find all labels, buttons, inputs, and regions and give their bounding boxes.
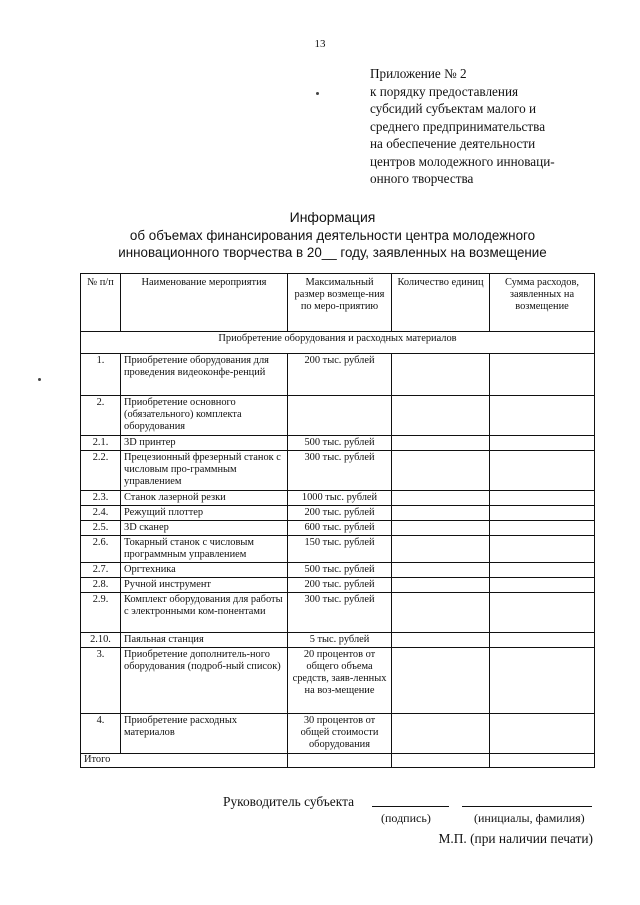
row-number: 2.7. [81,563,121,578]
header-quantity: Количество единиц [392,274,490,332]
row-quantity [392,354,490,396]
row-number: 4. [81,714,121,754]
title-line: инновационного творчества в 20__ году, заявленных на возмещение [118,245,547,260]
row-max-amount: 300 тыс. рублей [288,451,392,491]
table-row [81,506,595,521]
row-claimed-sum [490,521,595,536]
row-claimed-sum [490,536,595,563]
title-heading: Информация [289,209,376,225]
financing-table [80,273,595,768]
row-number: 2.6. [81,536,121,563]
row-max-amount: 200 тыс. рублей [288,578,392,593]
table-row [81,714,595,754]
row-quantity [392,648,490,714]
annex-line: Приложение № 2 [370,66,467,81]
row-number: 2. [81,396,121,436]
table-row [81,633,595,648]
table-row [81,396,595,436]
page-number: 13 [314,38,326,50]
row-number: 2.3. [81,491,121,506]
row-max-amount: 600 тыс. рублей [288,521,392,536]
table-row [81,578,595,593]
row-number: 2.10. [81,633,121,648]
row-number: 2.2. [81,451,121,491]
row-claimed-sum [490,451,595,491]
row-max-amount: 5 тыс. рублей [288,633,392,648]
table-row [81,648,595,714]
header-max-amount: Максимальный размер возмеще-ния по меро-приятию [288,274,392,332]
table-row [81,563,595,578]
total-cell [288,754,392,768]
row-quantity [392,396,490,436]
row-claimed-sum [490,578,595,593]
row-max-amount: 500 тыс. рублей [288,563,392,578]
title-line: об объемах финансирования деятельности центра молодежного [129,227,536,243]
total-label: Итого [81,754,288,768]
row-name: Приобретение оборудования для проведения видеоконфе-ренций [121,354,288,396]
row-quantity [392,578,490,593]
row-quantity [392,436,490,451]
row-number: 2.8. [81,578,121,593]
row-name: Токарный станок с числовым программным управлением [121,536,288,563]
total-cell [490,754,595,768]
row-quantity [392,593,490,633]
table-row [81,436,595,451]
table-row [81,491,595,506]
annex-line: онного творчества [370,171,474,186]
row-name: 3D принтер [121,436,288,451]
scan-speck [38,378,41,381]
row-name: Оргтехника [121,563,288,578]
section-row [81,332,595,354]
table-row [81,536,595,563]
row-quantity [392,536,490,563]
row-claimed-sum [490,563,595,578]
row-max-amount: 20 процентов от общего объема средств, заяв-ленных на воз-мещение [288,648,392,714]
row-claimed-sum [490,354,595,396]
row-number: 2.9. [81,593,121,633]
row-name: Приобретение основного (обязательного) комплекта оборудования [121,396,288,436]
row-claimed-sum [490,491,595,506]
row-name: Паяльная станция [121,633,288,648]
row-claimed-sum [490,396,595,436]
row-max-amount: 30 процентов от общей стоимости оборудования [288,714,392,754]
row-number: 2.4. [81,506,121,521]
table-row [81,521,595,536]
name-line [462,806,592,807]
section-title: Приобретение оборудования и расходных материалов [81,332,595,354]
name-caption: (инициалы, фамилия) [474,811,585,825]
header-claimed-sum: Сумма расходов, заявленных на возмещение [490,274,595,332]
row-max-amount: 1000 тыс. рублей [288,491,392,506]
row-name: Приобретение расходных материалов [121,714,288,754]
total-row [81,754,595,768]
row-claimed-sum [490,593,595,633]
row-number: 2.1. [81,436,121,451]
row-quantity [392,521,490,536]
row-claimed-sum [490,648,595,714]
row-name: Станок лазерной резки [121,491,288,506]
row-quantity [392,491,490,506]
header-number: № п/п [81,274,121,332]
row-name: Ручной инструмент [121,578,288,593]
row-max-amount: 150 тыс. рублей [288,536,392,563]
row-claimed-sum [490,436,595,451]
row-number: 3. [81,648,121,714]
stamp-note: М.П. (при наличии печати) [438,831,593,846]
scan-speck [316,92,319,95]
row-quantity [392,563,490,578]
row-quantity [392,506,490,521]
total-cell [392,754,490,768]
annex-line: центров молодежного инноваци- [370,153,555,169]
row-max-amount: 200 тыс. рублей [288,506,392,521]
annex-line: на обеспечение деятельности [370,136,536,151]
signature-line [372,806,449,807]
table-row [81,354,595,396]
table-row [81,593,595,633]
annex-line: субсидий субъектам малого и [370,101,537,116]
row-number: 2.5. [81,521,121,536]
annex-block [370,65,610,188]
row-max-amount: 200 тыс. рублей [288,354,392,396]
row-quantity [392,633,490,648]
row-name: Приобретение дополнитель-ного оборудования (подроб-ный список) [121,648,288,714]
row-quantity [392,714,490,754]
row-claimed-sum [490,714,595,754]
header-name: Наименование мероприятия [121,274,288,332]
annex-line: среднего предпринимательства [370,118,546,134]
row-name: Комплект оборудования для работы с электронными ком-понентами [121,593,288,633]
document-title [60,209,605,262]
row-max-amount: 500 тыс. рублей [288,436,392,451]
row-quantity [392,451,490,491]
row-number: 1. [81,354,121,396]
signature-caption: (подпись) [381,811,431,825]
row-name: Прецезионный фрезерный станок с числовым про-граммным управлением [121,451,288,491]
row-max-amount: 300 тыс. рублей [288,593,392,633]
row-name: 3D сканер [121,521,288,536]
row-claimed-sum [490,506,595,521]
row-name: Режущий плоттер [121,506,288,521]
row-claimed-sum [490,633,595,648]
annex-line: к порядку предоставления [370,83,519,99]
row-max-amount [288,396,392,436]
table-header-row [81,274,595,332]
table-row [81,451,595,491]
head-signature-label: Руководитель субъекта [223,794,355,809]
